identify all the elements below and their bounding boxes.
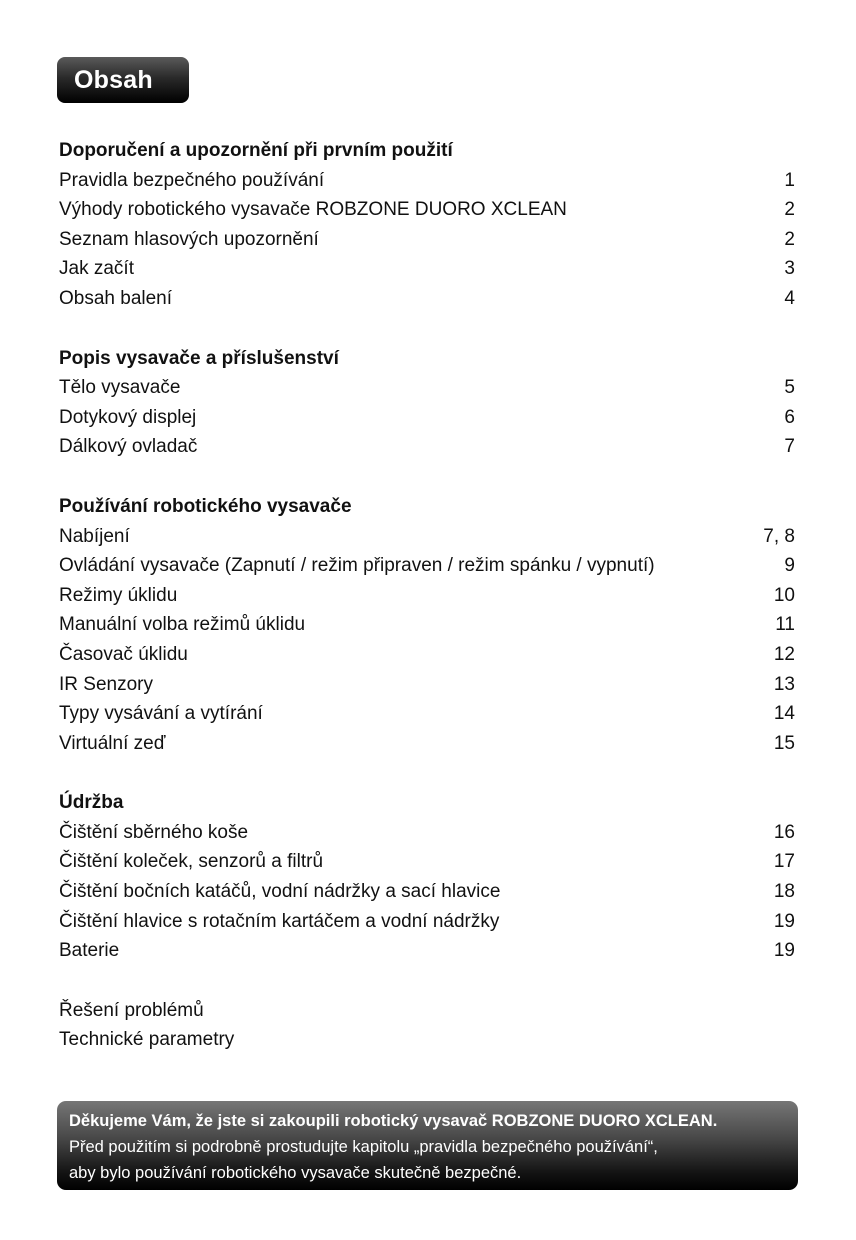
toc-entry-label: Režimy úklidu [59,584,178,606]
toc-entry [59,432,795,462]
toc-section-heading: Popis vysavače a příslušenství [59,347,339,369]
toc-entry-label: Tělo vysavače [59,377,181,399]
toc-section [59,788,795,966]
thank-you-notice [57,1101,798,1190]
toc-entry [59,166,795,196]
toc-entry [59,996,795,1026]
toc-section-heading: Doporučení a upozornění při prvním použití [59,140,453,161]
toc-entry-label: Seznam hlasových upozornění [59,228,319,250]
toc-entry-label: Čištění bočních katáčů, vodní nádržky a sací hlavice [59,881,501,903]
toc-entry [59,195,795,225]
toc-entry-label: Pravidla bezpečného používání [59,169,325,191]
toc-entry [59,729,795,759]
toc-entry-label: Virtuální zeď [59,732,166,754]
toc-entry-page: 3 [784,258,795,280]
toc-entry-label: Dotykový displej [59,406,197,428]
toc-entry-label: Jak začít [59,258,134,280]
toc-entry-label: Dálkový ovladač [59,436,198,458]
toc-entry-label: Manuální volba režimů úklidu [59,614,306,636]
toc-entry-label: Nabíjení [59,525,130,547]
toc-entry-page: 14 [773,703,795,725]
toc-entry-label: Řešení problémů [59,999,204,1021]
toc-entry [59,640,795,670]
toc-entry-label: Časovač úklidu [59,643,188,665]
toc-entry [59,670,795,700]
toc-entry-label: Čištění koleček, senzorů a filtrů [59,851,324,873]
toc-entry-label: Ovládání vysavače (Zapnutí / režim připraven / režim spánku / vypnutí) [59,555,655,577]
toc-entry-page: 1 [784,169,795,191]
notice-line-1: Děkujeme Vám, že jste si zakoupili robotický vysavač ROBZONE DUORO XCLEAN. [69,1112,718,1130]
toc-entry [59,522,795,552]
toc-entry [59,551,795,581]
toc-entry [59,254,795,284]
toc-section [59,136,795,314]
toc-entry-page: 11 [775,614,795,636]
toc-entry-page: 10 [773,584,795,606]
toc-section-heading: Údržba [59,792,124,814]
toc-entry-page: 15 [773,732,795,754]
toc-entry-page: 7, 8 [763,525,795,547]
toc-entry-page: 19 [773,910,795,932]
toc-section [59,492,795,758]
toc-entry-page: 4 [784,287,795,309]
toc-entry-page: 2 [784,228,795,250]
toc-entry-label: Technické parametry [59,1029,235,1051]
page-title: Obsah [57,57,189,103]
notice-line-2: Před použitím si podrobně prostudujte kapitolu „pravidla bezpečného používání“, [69,1138,658,1156]
toc-entry [59,936,795,966]
toc-entry [59,907,795,937]
toc-entry-page: 13 [773,673,795,695]
toc-entry-label: Typy vysávání a vytírání [59,703,263,725]
toc-section [59,996,795,1055]
toc-entry-page: 16 [773,821,795,843]
toc-entry-page: 5 [784,377,795,399]
toc-entry-page: 19 [773,940,795,962]
toc-entry [59,284,795,314]
toc-entry-page: 7 [784,436,795,458]
toc-entry-page: 17 [773,851,795,873]
toc-entry-page: 12 [773,643,795,665]
table-of-contents [59,136,795,1085]
toc-entry-label: Obsah balení [59,287,173,309]
toc-entry-page: 9 [784,555,795,577]
toc-entry-page: 2 [784,199,795,221]
toc-entry [59,699,795,729]
toc-entry [59,877,795,907]
toc-section [59,344,795,462]
toc-entry [59,225,795,255]
toc-entry [59,1025,795,1055]
toc-entry-label: Baterie [59,940,120,962]
toc-entry [59,610,795,640]
toc-entry [59,581,795,611]
toc-entry [59,847,795,877]
toc-entry [59,373,795,403]
toc-entry-label: Výhody robotického vysavače ROBZONE DUORO XCLEAN [59,199,567,221]
notice-line-3: aby bylo používání robotického vysavače skutečně bezpečné. [69,1164,522,1182]
toc-entry-label: Čištění hlavice s rotačním kartáčem a vodní nádržky [59,910,500,932]
toc-section-heading: Používání robotického vysavače [59,495,352,517]
toc-entry-page: 6 [784,406,795,428]
toc-entry-label: IR Senzory [59,673,153,695]
toc-entry [59,818,795,848]
toc-entry-label: Čištění sběrného koše [59,821,249,843]
toc-entry [59,403,795,433]
toc-entry-page: 18 [773,881,795,903]
